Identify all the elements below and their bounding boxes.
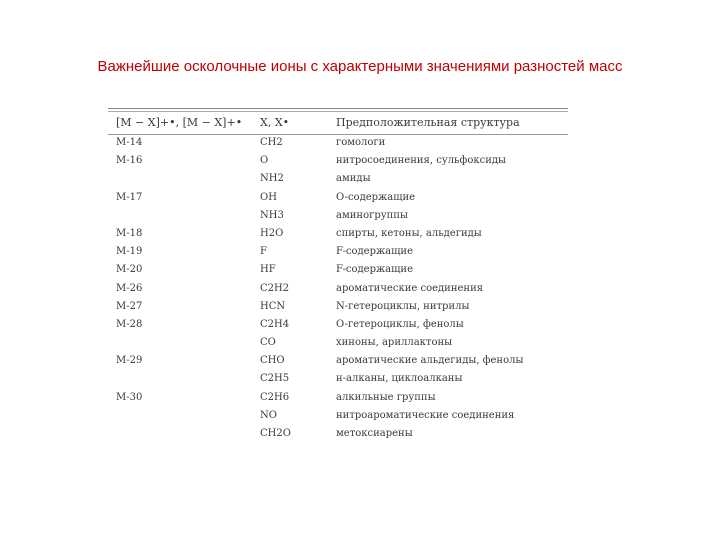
- cell-structure: O-гетероциклы, фенолы: [336, 318, 464, 330]
- table-row: [108, 336, 568, 354]
- cell-structure: ароматические соединения: [336, 282, 484, 294]
- fragment-ion-table: [108, 108, 568, 448]
- cell-neutral: CHO: [260, 355, 285, 367]
- table-row: [108, 263, 568, 281]
- cell-neutral: CO: [260, 337, 276, 349]
- header-neutral: X, X•: [260, 116, 290, 129]
- cell-neutral: CH2: [260, 137, 283, 148]
- table-row: [108, 409, 568, 427]
- header-rule: [108, 134, 568, 135]
- cell-mass: M-29: [116, 355, 143, 367]
- cell-structure: F-содержащие: [336, 246, 414, 258]
- table-row: [108, 227, 568, 245]
- cell-neutral: CH2O: [260, 428, 291, 439]
- cell-structure: нитросоединения, сульфоксиды: [336, 155, 506, 167]
- cell-structure: гомологи: [336, 137, 386, 148]
- cell-neutral: F: [260, 246, 267, 258]
- cell-neutral: C2H6: [260, 391, 290, 403]
- cell-neutral: O: [260, 155, 269, 167]
- cell-structure: алкильные группы: [336, 391, 436, 403]
- cell-neutral: OH: [260, 191, 277, 203]
- cell-neutral: C2H4: [260, 318, 290, 330]
- cell-neutral: NH3: [260, 209, 284, 221]
- slide-title: Важнейшие осколочные ионы с характерными значениями разностей масс: [97, 58, 623, 75]
- cell-mass: M-19: [116, 246, 143, 258]
- table-row: [108, 154, 568, 172]
- cell-mass: M-18: [116, 227, 143, 239]
- cell-structure: F-содержащие: [336, 264, 414, 276]
- cell-mass: M-17: [116, 191, 143, 203]
- table-row: [108, 372, 568, 390]
- cell-neutral: C2H5: [260, 373, 290, 385]
- table-body: [108, 136, 568, 445]
- cell-mass: M-14: [116, 137, 143, 148]
- table-row: [108, 209, 568, 227]
- table-top-rule-2: [108, 111, 568, 112]
- cell-mass: M-20: [116, 264, 143, 276]
- cell-mass: M-26: [116, 282, 143, 294]
- table-row: [108, 427, 568, 445]
- header-structure: Предположительная структура: [336, 116, 520, 129]
- cell-neutral: NH2: [260, 173, 284, 185]
- cell-structure: аминогруппы: [336, 209, 408, 221]
- cell-structure: хиноны, ариллактоны: [336, 337, 453, 349]
- cell-structure: спирты, кетоны, альдегиды: [336, 227, 482, 239]
- cell-neutral: H2O: [260, 227, 284, 239]
- table-row: [108, 191, 568, 209]
- cell-mass: M-27: [116, 300, 143, 312]
- table-row: [108, 300, 568, 318]
- cell-structure: метоксиарены: [336, 428, 413, 439]
- table-row: [108, 354, 568, 372]
- cell-mass: M-28: [116, 318, 143, 330]
- cell-structure: N-гетероциклы, нитрилы: [336, 300, 470, 312]
- cell-structure: нитроароматические соединения: [336, 409, 515, 421]
- header-ion: [M − X]+•, [M − X]+•: [116, 116, 243, 129]
- table-row: [108, 282, 568, 300]
- cell-neutral: HCN: [260, 300, 286, 312]
- table-row: [108, 318, 568, 336]
- table-row: [108, 136, 568, 154]
- table-row: [108, 172, 568, 190]
- cell-mass: M-30: [116, 391, 143, 403]
- table-row: [108, 245, 568, 263]
- cell-neutral: NO: [260, 409, 277, 421]
- cell-structure: O-содержащие: [336, 191, 416, 203]
- table-row: [108, 391, 568, 409]
- cell-structure: ароматические альдегиды, фенолы: [336, 355, 524, 367]
- cell-mass: M-16: [116, 155, 143, 167]
- cell-structure: н-алканы, циклоалканы: [336, 373, 463, 385]
- cell-neutral: HF: [260, 264, 276, 276]
- cell-structure: амиды: [336, 173, 371, 185]
- cell-neutral: C2H2: [260, 282, 290, 294]
- table-top-rule: [108, 108, 568, 109]
